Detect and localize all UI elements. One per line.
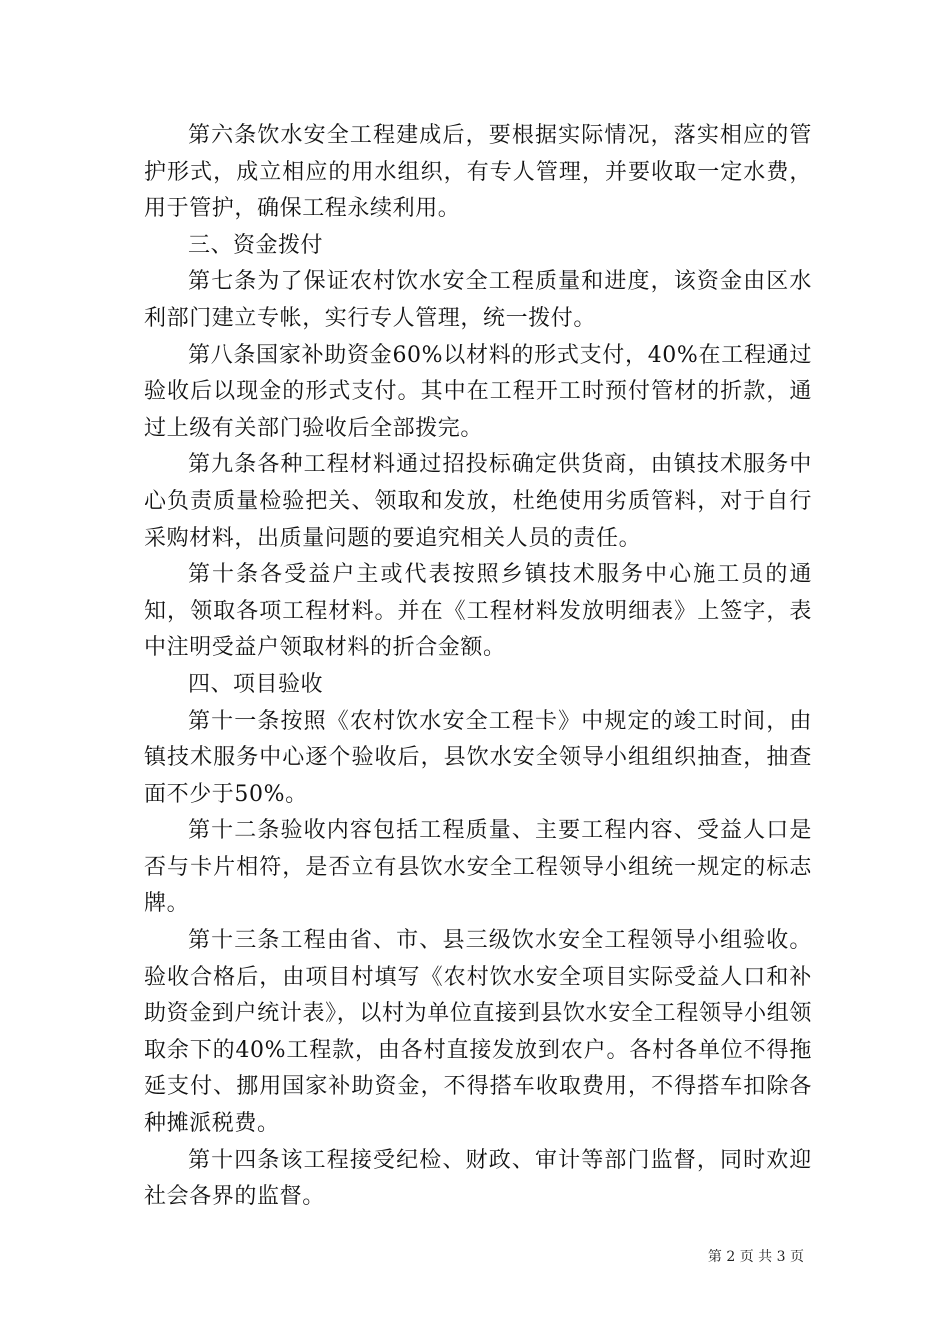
article-10-paragraph: 第十条各受益户主或代表按照乡镇技术服务中心施工员的通知，领取各项工程材料。并在《工程材料发放明细表》上签字，表中注明受益户领取材料的折合金额。 <box>144 562 812 661</box>
page-number-footer: 第 2 页 共 3 页 <box>707 1249 804 1265</box>
article-13-paragraph: 第十三条工程由省、市、县三级饮水安全工程领导小组验收。验收合格后，由项目村填写《农村饮水安全项目实际受益人口和补助资金到户统计表》，以村为单位直接到县饮水安全工程领导小组领取余下的40%工程款，由各村直接发放到农户。各村各单位不得拖延支付、挪用国家补助资金，不得搭车收取费用，不得搭车扣除各种摊派税费。 <box>144 928 812 1137</box>
article-7-paragraph: 第七条为了保证农村饮水安全工程质量和进度，该资金由区水利部门建立专帐，实行专人管理，统一拨付。 <box>144 269 812 331</box>
article-6-paragraph: 第六条饮水安全工程建成后，要根据实际情况，落实相应的管护形式，成立相应的用水组织，有专人管理，并要收取一定水费，用于管护，确保工程永续利用。 <box>144 123 812 222</box>
article-11-paragraph: 第十一条按照《农村饮水安全工程卡》中规定的竣工时间，由镇技术服务中心逐个验收后，县饮水安全领导小组组织抽查，抽查面不少于50%。 <box>144 708 812 807</box>
article-12-paragraph: 第十二条验收内容包括工程质量、主要工程内容、受益人口是否与卡片相符，是否立有县饮水安全工程领导小组统一规定的标志牌。 <box>144 818 812 917</box>
article-14-paragraph: 第十四条该工程接受纪检、财政、审计等部门监督，同时欢迎社会各界的监督。 <box>144 1147 812 1210</box>
article-9-paragraph: 第九条各种工程材料通过招投标确定供货商，由镇技术服务中心负责质量检验把关、领取和发放，杜绝使用劣质管料，对于自行采购材料，出质量问题的要追究相关人员的责任。 <box>144 452 812 551</box>
article-8-paragraph: 第八条国家补助资金60%以材料的形式支付，40%在工程通过验收后以现金的形式支付。其中在工程开工时预付管材的折款，通过上级有关部门验收后全部拨完。 <box>144 342 812 441</box>
document-body <box>144 118 812 1216</box>
section-heading-funding: 三、资金拨付 <box>188 232 324 258</box>
section-heading-acceptance: 四、项目验收 <box>188 671 324 697</box>
